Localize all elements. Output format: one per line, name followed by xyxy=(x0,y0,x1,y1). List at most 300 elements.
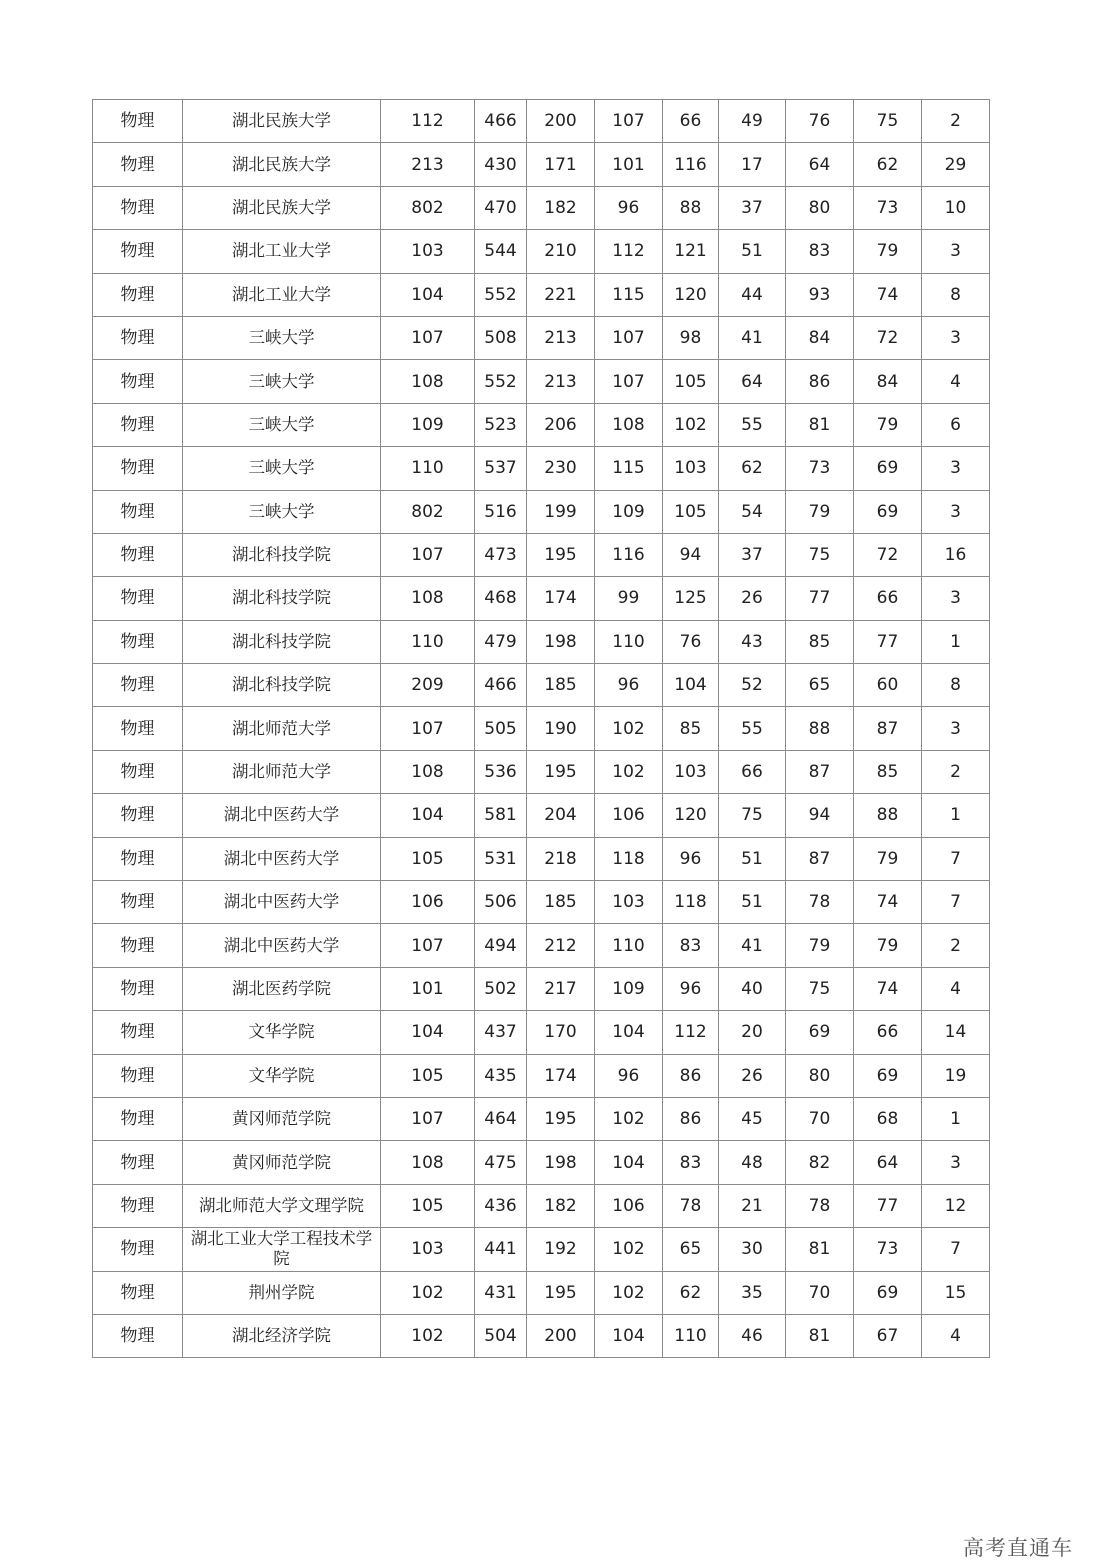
cell-code: 101 xyxy=(381,967,475,1010)
table-row xyxy=(93,360,990,403)
cell-c7: 98 xyxy=(663,316,719,359)
cell-c8: 26 xyxy=(719,577,786,620)
cell-c9: 88 xyxy=(786,707,854,750)
cell-c8: 44 xyxy=(719,273,786,316)
cell-c8: 54 xyxy=(719,490,786,533)
cell-c10: 66 xyxy=(854,1011,922,1054)
table-row xyxy=(93,316,990,359)
cell-c4: 502 xyxy=(475,967,527,1010)
cell-c4: 437 xyxy=(475,1011,527,1054)
cell-c9: 69 xyxy=(786,1011,854,1054)
cell-code: 106 xyxy=(381,881,475,924)
cell-code: 108 xyxy=(381,360,475,403)
cell-c9: 94 xyxy=(786,794,854,837)
cell-c10: 60 xyxy=(854,664,922,707)
cell-code: 103 xyxy=(381,230,475,273)
cell-c9: 65 xyxy=(786,664,854,707)
cell-c8: 30 xyxy=(719,1228,786,1271)
table-row xyxy=(93,881,990,924)
cell-c7: 116 xyxy=(663,143,719,186)
cell-c6: 108 xyxy=(595,403,663,446)
table-row xyxy=(93,403,990,446)
cell-c7: 85 xyxy=(663,707,719,750)
cell-c5: 230 xyxy=(527,447,595,490)
cell-c8: 51 xyxy=(719,230,786,273)
cell-subject: 物理 xyxy=(93,924,183,967)
cell-c5: 213 xyxy=(527,360,595,403)
cell-c7: 88 xyxy=(663,186,719,229)
cell-c11: 6 xyxy=(922,403,990,446)
cell-subject: 物理 xyxy=(93,881,183,924)
table-row xyxy=(93,100,990,143)
cell-code: 105 xyxy=(381,1184,475,1227)
cell-c10: 66 xyxy=(854,577,922,620)
cell-school: 湖北中医药大学 xyxy=(183,924,381,967)
cell-c5: 200 xyxy=(527,1314,595,1357)
cell-c6: 96 xyxy=(595,1054,663,1097)
cell-school: 湖北民族大学 xyxy=(183,186,381,229)
cell-c9: 87 xyxy=(786,750,854,793)
cell-code: 105 xyxy=(381,837,475,880)
cell-c6: 110 xyxy=(595,924,663,967)
watermark-text: 高考直通车 xyxy=(963,1536,1073,1560)
cell-subject: 物理 xyxy=(93,360,183,403)
cell-c5: 170 xyxy=(527,1011,595,1054)
table-row xyxy=(93,707,990,750)
cell-code: 102 xyxy=(381,1314,475,1357)
cell-c5: 210 xyxy=(527,230,595,273)
cell-c8: 46 xyxy=(719,1314,786,1357)
cell-school: 三峡大学 xyxy=(183,403,381,446)
cell-code: 108 xyxy=(381,1141,475,1184)
cell-c5: 182 xyxy=(527,1184,595,1227)
cell-c6: 109 xyxy=(595,490,663,533)
cell-subject: 物理 xyxy=(93,1054,183,1097)
cell-c5: 190 xyxy=(527,707,595,750)
cell-c10: 77 xyxy=(854,620,922,663)
cell-c6: 107 xyxy=(595,316,663,359)
cell-c11: 19 xyxy=(922,1054,990,1097)
cell-subject: 物理 xyxy=(93,1011,183,1054)
cell-c7: 83 xyxy=(663,924,719,967)
cell-c6: 102 xyxy=(595,707,663,750)
cell-c6: 110 xyxy=(595,620,663,663)
cell-school: 湖北师范大学文理学院 xyxy=(183,1184,381,1227)
table-row xyxy=(93,794,990,837)
cell-c11: 3 xyxy=(922,707,990,750)
table-row xyxy=(93,1184,990,1227)
cell-c8: 51 xyxy=(719,881,786,924)
table-row xyxy=(93,186,990,229)
cell-c8: 37 xyxy=(719,533,786,576)
cell-c9: 70 xyxy=(786,1097,854,1140)
cell-c4: 531 xyxy=(475,837,527,880)
cell-c10: 79 xyxy=(854,924,922,967)
table-row xyxy=(93,924,990,967)
cell-c7: 78 xyxy=(663,1184,719,1227)
cell-c6: 102 xyxy=(595,750,663,793)
cell-c5: 195 xyxy=(527,750,595,793)
cell-code: 209 xyxy=(381,664,475,707)
cell-code: 107 xyxy=(381,707,475,750)
cell-school: 湖北民族大学 xyxy=(183,100,381,143)
cell-c6: 106 xyxy=(595,794,663,837)
cell-school: 黄冈师范学院 xyxy=(183,1097,381,1140)
cell-c8: 21 xyxy=(719,1184,786,1227)
cell-c10: 84 xyxy=(854,360,922,403)
cell-c7: 112 xyxy=(663,1011,719,1054)
cell-c8: 35 xyxy=(719,1271,786,1314)
cell-subject: 物理 xyxy=(93,1228,183,1271)
cell-c4: 537 xyxy=(475,447,527,490)
cell-school: 荆州学院 xyxy=(183,1271,381,1314)
cell-subject: 物理 xyxy=(93,664,183,707)
cell-c9: 78 xyxy=(786,1184,854,1227)
cell-c5: 195 xyxy=(527,533,595,576)
cell-c10: 64 xyxy=(854,1141,922,1184)
cell-school: 湖北师范大学 xyxy=(183,707,381,750)
cell-code: 107 xyxy=(381,533,475,576)
cell-subject: 物理 xyxy=(93,620,183,663)
cell-code: 802 xyxy=(381,186,475,229)
cell-c4: 506 xyxy=(475,881,527,924)
cell-c10: 88 xyxy=(854,794,922,837)
cell-c4: 479 xyxy=(475,620,527,663)
cell-c7: 120 xyxy=(663,273,719,316)
table-row xyxy=(93,664,990,707)
cell-c7: 121 xyxy=(663,230,719,273)
cell-c6: 102 xyxy=(595,1228,663,1271)
cell-c11: 3 xyxy=(922,316,990,359)
cell-school: 三峡大学 xyxy=(183,360,381,403)
cell-c6: 109 xyxy=(595,967,663,1010)
cell-c5: 204 xyxy=(527,794,595,837)
cell-c5: 206 xyxy=(527,403,595,446)
cell-code: 110 xyxy=(381,620,475,663)
cell-c9: 81 xyxy=(786,1228,854,1271)
cell-c11: 7 xyxy=(922,1228,990,1271)
cell-code: 104 xyxy=(381,1011,475,1054)
cell-c10: 85 xyxy=(854,750,922,793)
cell-c11: 2 xyxy=(922,750,990,793)
cell-subject: 物理 xyxy=(93,490,183,533)
cell-subject: 物理 xyxy=(93,230,183,273)
table-row xyxy=(93,447,990,490)
cell-c7: 118 xyxy=(663,881,719,924)
cell-c9: 75 xyxy=(786,967,854,1010)
cell-c8: 20 xyxy=(719,1011,786,1054)
cell-c7: 96 xyxy=(663,837,719,880)
cell-c5: 174 xyxy=(527,1054,595,1097)
cell-c9: 75 xyxy=(786,533,854,576)
cell-c7: 103 xyxy=(663,447,719,490)
cell-c11: 8 xyxy=(922,664,990,707)
table-row xyxy=(93,620,990,663)
cell-code: 108 xyxy=(381,750,475,793)
cell-c7: 104 xyxy=(663,664,719,707)
cell-c11: 1 xyxy=(922,1097,990,1140)
cell-school: 湖北民族大学 xyxy=(183,143,381,186)
cell-c11: 3 xyxy=(922,1141,990,1184)
cell-c8: 26 xyxy=(719,1054,786,1097)
cell-c8: 55 xyxy=(719,707,786,750)
cell-c7: 125 xyxy=(663,577,719,620)
cell-code: 102 xyxy=(381,1271,475,1314)
cell-c9: 76 xyxy=(786,100,854,143)
cell-school: 湖北中医药大学 xyxy=(183,794,381,837)
cell-c9: 81 xyxy=(786,403,854,446)
cell-c9: 93 xyxy=(786,273,854,316)
cell-c10: 73 xyxy=(854,1228,922,1271)
cell-c5: 185 xyxy=(527,881,595,924)
cell-subject: 物理 xyxy=(93,316,183,359)
cell-c10: 79 xyxy=(854,837,922,880)
cell-c4: 473 xyxy=(475,533,527,576)
cell-c4: 581 xyxy=(475,794,527,837)
cell-c7: 110 xyxy=(663,1314,719,1357)
cell-c10: 69 xyxy=(854,447,922,490)
cell-c5: 217 xyxy=(527,967,595,1010)
cell-school: 湖北科技学院 xyxy=(183,620,381,663)
cell-c8: 62 xyxy=(719,447,786,490)
cell-c9: 77 xyxy=(786,577,854,620)
cell-c5: 195 xyxy=(527,1271,595,1314)
cell-c4: 544 xyxy=(475,230,527,273)
cell-c5: 185 xyxy=(527,664,595,707)
cell-c7: 83 xyxy=(663,1141,719,1184)
cell-code: 107 xyxy=(381,316,475,359)
cell-subject: 物理 xyxy=(93,1097,183,1140)
cell-school: 湖北工业大学 xyxy=(183,273,381,316)
cell-c8: 41 xyxy=(719,924,786,967)
cell-c7: 86 xyxy=(663,1097,719,1140)
cell-c8: 41 xyxy=(719,316,786,359)
cell-c6: 107 xyxy=(595,360,663,403)
cell-code: 104 xyxy=(381,273,475,316)
cell-c4: 552 xyxy=(475,360,527,403)
cell-c8: 17 xyxy=(719,143,786,186)
cell-c11: 1 xyxy=(922,794,990,837)
cell-c5: 171 xyxy=(527,143,595,186)
cell-c11: 7 xyxy=(922,837,990,880)
cell-school: 文华学院 xyxy=(183,1011,381,1054)
cell-c11: 16 xyxy=(922,533,990,576)
cell-c7: 76 xyxy=(663,620,719,663)
cell-c6: 115 xyxy=(595,447,663,490)
table-row xyxy=(93,533,990,576)
cell-c6: 103 xyxy=(595,881,663,924)
cell-subject: 物理 xyxy=(93,967,183,1010)
cell-c7: 86 xyxy=(663,1054,719,1097)
cell-c8: 55 xyxy=(719,403,786,446)
cell-c10: 69 xyxy=(854,1271,922,1314)
cell-c4: 494 xyxy=(475,924,527,967)
cell-code: 103 xyxy=(381,1228,475,1271)
cell-c10: 68 xyxy=(854,1097,922,1140)
cell-c7: 103 xyxy=(663,750,719,793)
table-row xyxy=(93,1271,990,1314)
cell-school: 湖北经济学院 xyxy=(183,1314,381,1357)
cell-c5: 198 xyxy=(527,620,595,663)
cell-c11: 4 xyxy=(922,360,990,403)
cell-code: 105 xyxy=(381,1054,475,1097)
cell-school: 湖北科技学院 xyxy=(183,577,381,620)
table-row xyxy=(93,1097,990,1140)
cell-school: 湖北工业大学工程技术学院 xyxy=(183,1228,381,1271)
cell-c4: 441 xyxy=(475,1228,527,1271)
cell-subject: 物理 xyxy=(93,1271,183,1314)
cell-school: 湖北中医药大学 xyxy=(183,881,381,924)
cell-c6: 107 xyxy=(595,100,663,143)
cell-subject: 物理 xyxy=(93,837,183,880)
cell-c4: 430 xyxy=(475,143,527,186)
cell-school: 湖北中医药大学 xyxy=(183,837,381,880)
cell-school: 湖北科技学院 xyxy=(183,664,381,707)
cell-c5: 200 xyxy=(527,100,595,143)
cell-school: 湖北工业大学 xyxy=(183,230,381,273)
table-row xyxy=(93,967,990,1010)
cell-c9: 70 xyxy=(786,1271,854,1314)
cell-c10: 79 xyxy=(854,403,922,446)
cell-code: 110 xyxy=(381,447,475,490)
cell-c11: 14 xyxy=(922,1011,990,1054)
cell-c8: 66 xyxy=(719,750,786,793)
cell-c6: 96 xyxy=(595,664,663,707)
cell-c11: 4 xyxy=(922,967,990,1010)
cell-c10: 72 xyxy=(854,533,922,576)
cell-c9: 85 xyxy=(786,620,854,663)
cell-c10: 87 xyxy=(854,707,922,750)
cell-c9: 64 xyxy=(786,143,854,186)
cell-c9: 78 xyxy=(786,881,854,924)
cell-code: 213 xyxy=(381,143,475,186)
cell-c6: 104 xyxy=(595,1314,663,1357)
cell-c11: 1 xyxy=(922,620,990,663)
cell-c4: 468 xyxy=(475,577,527,620)
cell-c6: 118 xyxy=(595,837,663,880)
cell-c9: 83 xyxy=(786,230,854,273)
cell-subject: 物理 xyxy=(93,273,183,316)
cell-c7: 65 xyxy=(663,1228,719,1271)
table-row xyxy=(93,490,990,533)
cell-c6: 102 xyxy=(595,1271,663,1314)
score-table-body xyxy=(93,100,990,1358)
cell-c5: 213 xyxy=(527,316,595,359)
cell-c5: 174 xyxy=(527,577,595,620)
cell-c4: 508 xyxy=(475,316,527,359)
cell-c8: 75 xyxy=(719,794,786,837)
cell-c7: 62 xyxy=(663,1271,719,1314)
cell-c8: 45 xyxy=(719,1097,786,1140)
cell-c7: 120 xyxy=(663,794,719,837)
cell-c9: 80 xyxy=(786,186,854,229)
table-row xyxy=(93,1228,990,1271)
cell-c5: 218 xyxy=(527,837,595,880)
cell-school: 湖北师范大学 xyxy=(183,750,381,793)
cell-c9: 79 xyxy=(786,490,854,533)
cell-c7: 105 xyxy=(663,490,719,533)
cell-c5: 212 xyxy=(527,924,595,967)
cell-c7: 66 xyxy=(663,100,719,143)
cell-c10: 79 xyxy=(854,230,922,273)
cell-c4: 505 xyxy=(475,707,527,750)
cell-subject: 物理 xyxy=(93,447,183,490)
cell-c11: 3 xyxy=(922,577,990,620)
table-row xyxy=(93,1054,990,1097)
cell-subject: 物理 xyxy=(93,100,183,143)
cell-c5: 199 xyxy=(527,490,595,533)
table-row xyxy=(93,577,990,620)
cell-c5: 192 xyxy=(527,1228,595,1271)
cell-c9: 79 xyxy=(786,924,854,967)
cell-c8: 43 xyxy=(719,620,786,663)
table-row xyxy=(93,143,990,186)
cell-school: 三峡大学 xyxy=(183,490,381,533)
table-row xyxy=(93,1141,990,1184)
cell-c6: 112 xyxy=(595,230,663,273)
cell-c8: 40 xyxy=(719,967,786,1010)
cell-c4: 431 xyxy=(475,1271,527,1314)
cell-school: 黄冈师范学院 xyxy=(183,1141,381,1184)
cell-subject: 物理 xyxy=(93,533,183,576)
cell-c9: 86 xyxy=(786,360,854,403)
cell-c4: 523 xyxy=(475,403,527,446)
cell-c11: 8 xyxy=(922,273,990,316)
cell-c4: 470 xyxy=(475,186,527,229)
cell-c10: 77 xyxy=(854,1184,922,1227)
cell-c10: 74 xyxy=(854,967,922,1010)
cell-c11: 4 xyxy=(922,1314,990,1357)
cell-c11: 15 xyxy=(922,1271,990,1314)
cell-c4: 464 xyxy=(475,1097,527,1140)
cell-c8: 51 xyxy=(719,837,786,880)
cell-code: 104 xyxy=(381,794,475,837)
cell-c11: 3 xyxy=(922,447,990,490)
cell-c6: 102 xyxy=(595,1097,663,1140)
cell-c4: 536 xyxy=(475,750,527,793)
cell-c6: 106 xyxy=(595,1184,663,1227)
cell-code: 112 xyxy=(381,100,475,143)
cell-c6: 104 xyxy=(595,1011,663,1054)
cell-c11: 12 xyxy=(922,1184,990,1227)
cell-c11: 7 xyxy=(922,881,990,924)
cell-c10: 69 xyxy=(854,1054,922,1097)
cell-c9: 73 xyxy=(786,447,854,490)
cell-c7: 96 xyxy=(663,967,719,1010)
table-row xyxy=(93,750,990,793)
cell-c4: 466 xyxy=(475,664,527,707)
score-table xyxy=(92,99,990,1358)
cell-c11: 2 xyxy=(922,100,990,143)
cell-c6: 116 xyxy=(595,533,663,576)
table-row xyxy=(93,837,990,880)
cell-c11: 29 xyxy=(922,143,990,186)
table-row xyxy=(93,1011,990,1054)
cell-subject: 物理 xyxy=(93,1141,183,1184)
cell-c10: 72 xyxy=(854,316,922,359)
cell-c11: 3 xyxy=(922,230,990,273)
cell-subject: 物理 xyxy=(93,1184,183,1227)
cell-c9: 80 xyxy=(786,1054,854,1097)
cell-school: 三峡大学 xyxy=(183,316,381,359)
cell-school: 湖北科技学院 xyxy=(183,533,381,576)
cell-c10: 62 xyxy=(854,143,922,186)
cell-c8: 48 xyxy=(719,1141,786,1184)
cell-c9: 82 xyxy=(786,1141,854,1184)
cell-school: 三峡大学 xyxy=(183,447,381,490)
cell-c9: 84 xyxy=(786,316,854,359)
cell-c6: 115 xyxy=(595,273,663,316)
